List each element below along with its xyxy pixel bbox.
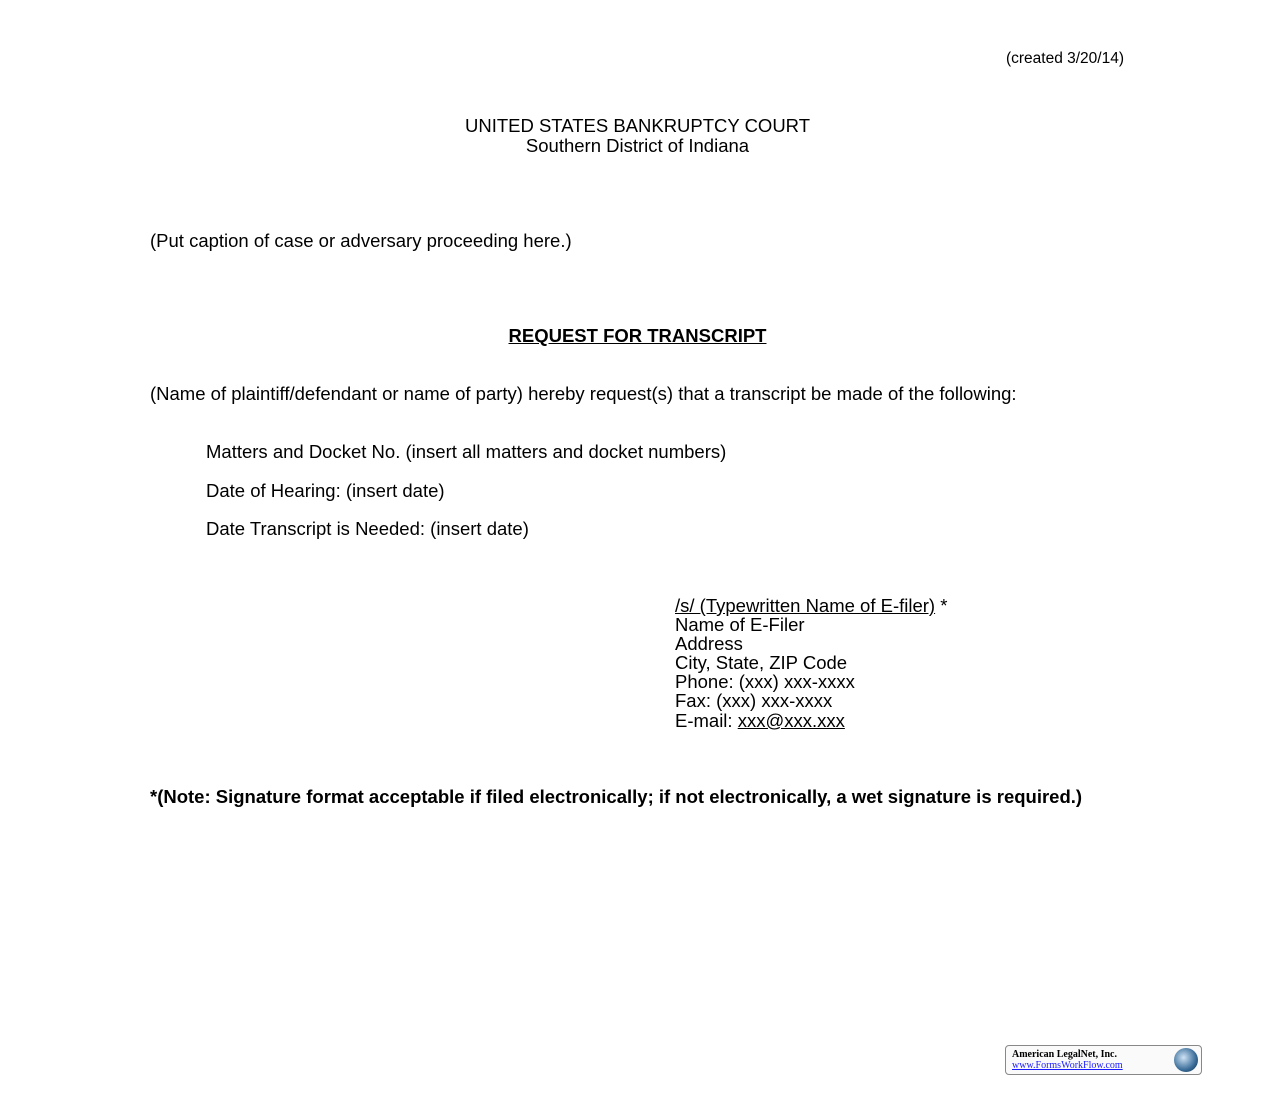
efiler-fax: Fax: (xxx) xxx-xxxx — [675, 690, 833, 711]
signature-line — [675, 596, 947, 615]
signature-name-line: /s/ (Typewritten Name of E-filer) — [675, 595, 936, 616]
globe-icon — [1174, 1048, 1198, 1072]
efiler-city: City, State, ZIP Code — [675, 652, 848, 673]
logo-url[interactable]: www.FormsWorkFlow.com — [1012, 1060, 1123, 1071]
efiler-name: Name of E-Filer — [675, 614, 805, 635]
court-district: Southern District of Indiana — [525, 135, 750, 156]
asterisk: * — [935, 595, 948, 616]
efiler-phone: Phone: (xxx) xxx-xxxx — [675, 671, 855, 692]
field-hearing-date: Date of Hearing: (insert date) — [206, 480, 445, 501]
created-date: (created 3/20/14) — [1005, 50, 1124, 67]
email-label: E-mail: — [675, 710, 738, 731]
efiler-address: Address — [675, 633, 743, 654]
court-name: UNITED STATES BANKRUPTCY COURT — [464, 115, 811, 136]
document-title — [0, 326, 1275, 345]
american-legalnet-logo[interactable] — [1005, 1045, 1202, 1075]
logo-company: American LegalNet, Inc. — [1012, 1049, 1117, 1060]
field-needed-date: Date Transcript is Needed: (insert date) — [206, 518, 529, 539]
signature-note: *(Note: Signature format acceptable if filed electronically; if not electronically, a wet signature is required.) — [150, 786, 1083, 807]
email-link[interactable]: xxx@xxx.xxx — [737, 710, 845, 731]
field-matters: Matters and Docket No. (insert all matters and docket numbers) — [206, 441, 727, 462]
intro-paragraph: (Name of plaintiff/defendant or name of party) hereby request(s) that a transcript be made of the following: — [150, 383, 1017, 404]
efiler-email-line — [675, 711, 845, 730]
title-text: REQUEST FOR TRANSCRIPT — [508, 325, 767, 346]
case-caption: (Put caption of case or adversary proceeding here.) — [150, 230, 572, 251]
